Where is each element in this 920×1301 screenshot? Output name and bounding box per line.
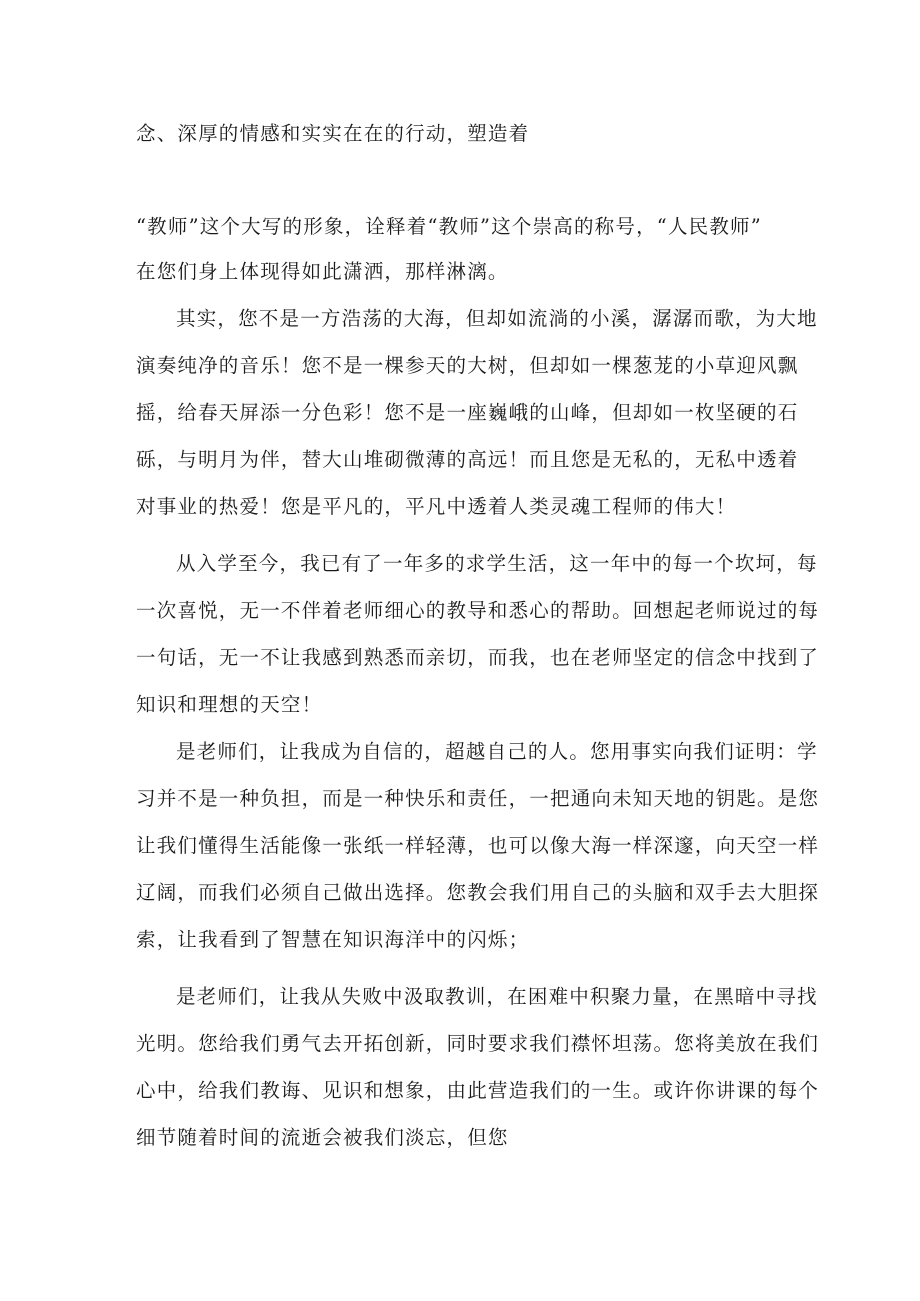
- text-line: 在您们身上体现得如此潇洒，那样淋漓。: [136, 260, 509, 283]
- text-line: “教师”这个大写的形象，诠释着“教师”这个崇高的称号，“人民教师”: [136, 215, 762, 238]
- text-line: 索，让我看到了智慧在知识海洋中的闪烁；: [136, 928, 530, 951]
- text-line: 对事业的热爱！您是平凡的，平凡中透着人类灵魂工程师的伟大！: [136, 495, 737, 518]
- paragraph-first-line: 其实，您不是一方浩荡的大海，但却如流淌的小溪，潺潺而歌，为大地: [176, 307, 818, 330]
- paragraph-first-line: 是老师们，让我成为自信的，超越自己的人。您用事实向我们证明：学: [176, 740, 818, 763]
- text-line: 一句话，无一不让我感到熟悉而亲切，而我，也在老师坚定的信念中找到了: [136, 646, 820, 669]
- text-line: 念、深厚的情感和实实在在的行动，塑造着: [136, 122, 530, 145]
- text-line: 心中，给我们教诲、见识和想象，由此营造我们的一生。或许你讲课的每个: [136, 1079, 820, 1102]
- paragraph-first-line: 是老师们，让我从失败中汲取教训，在困难中积聚力量，在黑暗中寻找: [176, 985, 818, 1008]
- text-line: 习并不是一种负担，而是一种快乐和责任，一把通向未知天地的钥匙。是您: [136, 787, 820, 810]
- text-line: 一次喜悦，无一不伴着老师细心的教导和悉心的帮助。回想起老师说过的每: [136, 599, 820, 622]
- text-line: 辽阔，而我们必须自己做出选择。您教会我们用自己的头脑和双手去大胆探: [136, 881, 820, 904]
- text-line: 演奏纯净的音乐！您不是一棵参天的大树，但却如一棵葱茏的小草迎风飘: [136, 354, 799, 377]
- text-line: 让我们懂得生活能像一张纸一样轻薄，也可以像大海一样深邃，向天空一样: [136, 834, 820, 857]
- text-line: 知识和理想的天空！: [136, 693, 323, 716]
- text-line: 细节随着时间的流逝会被我们淡忘，但您: [136, 1126, 509, 1149]
- text-line: 摇，给春天屏添一分色彩！您不是一座巍峨的山峰，但却如一枚坚硬的石: [136, 401, 799, 424]
- text-line: 光明。您给我们勇气去开拓创新，同时要求我们襟怀坦荡。您将美放在我们: [136, 1032, 820, 1055]
- paragraph-first-line: 从入学至今，我已有了一年多的求学生活，这一年中的每一个坎坷，每: [176, 552, 818, 575]
- text-line: 砾，与明月为伴，替大山堆砌微薄的高远！而且您是无私的，无私中透着: [136, 448, 799, 471]
